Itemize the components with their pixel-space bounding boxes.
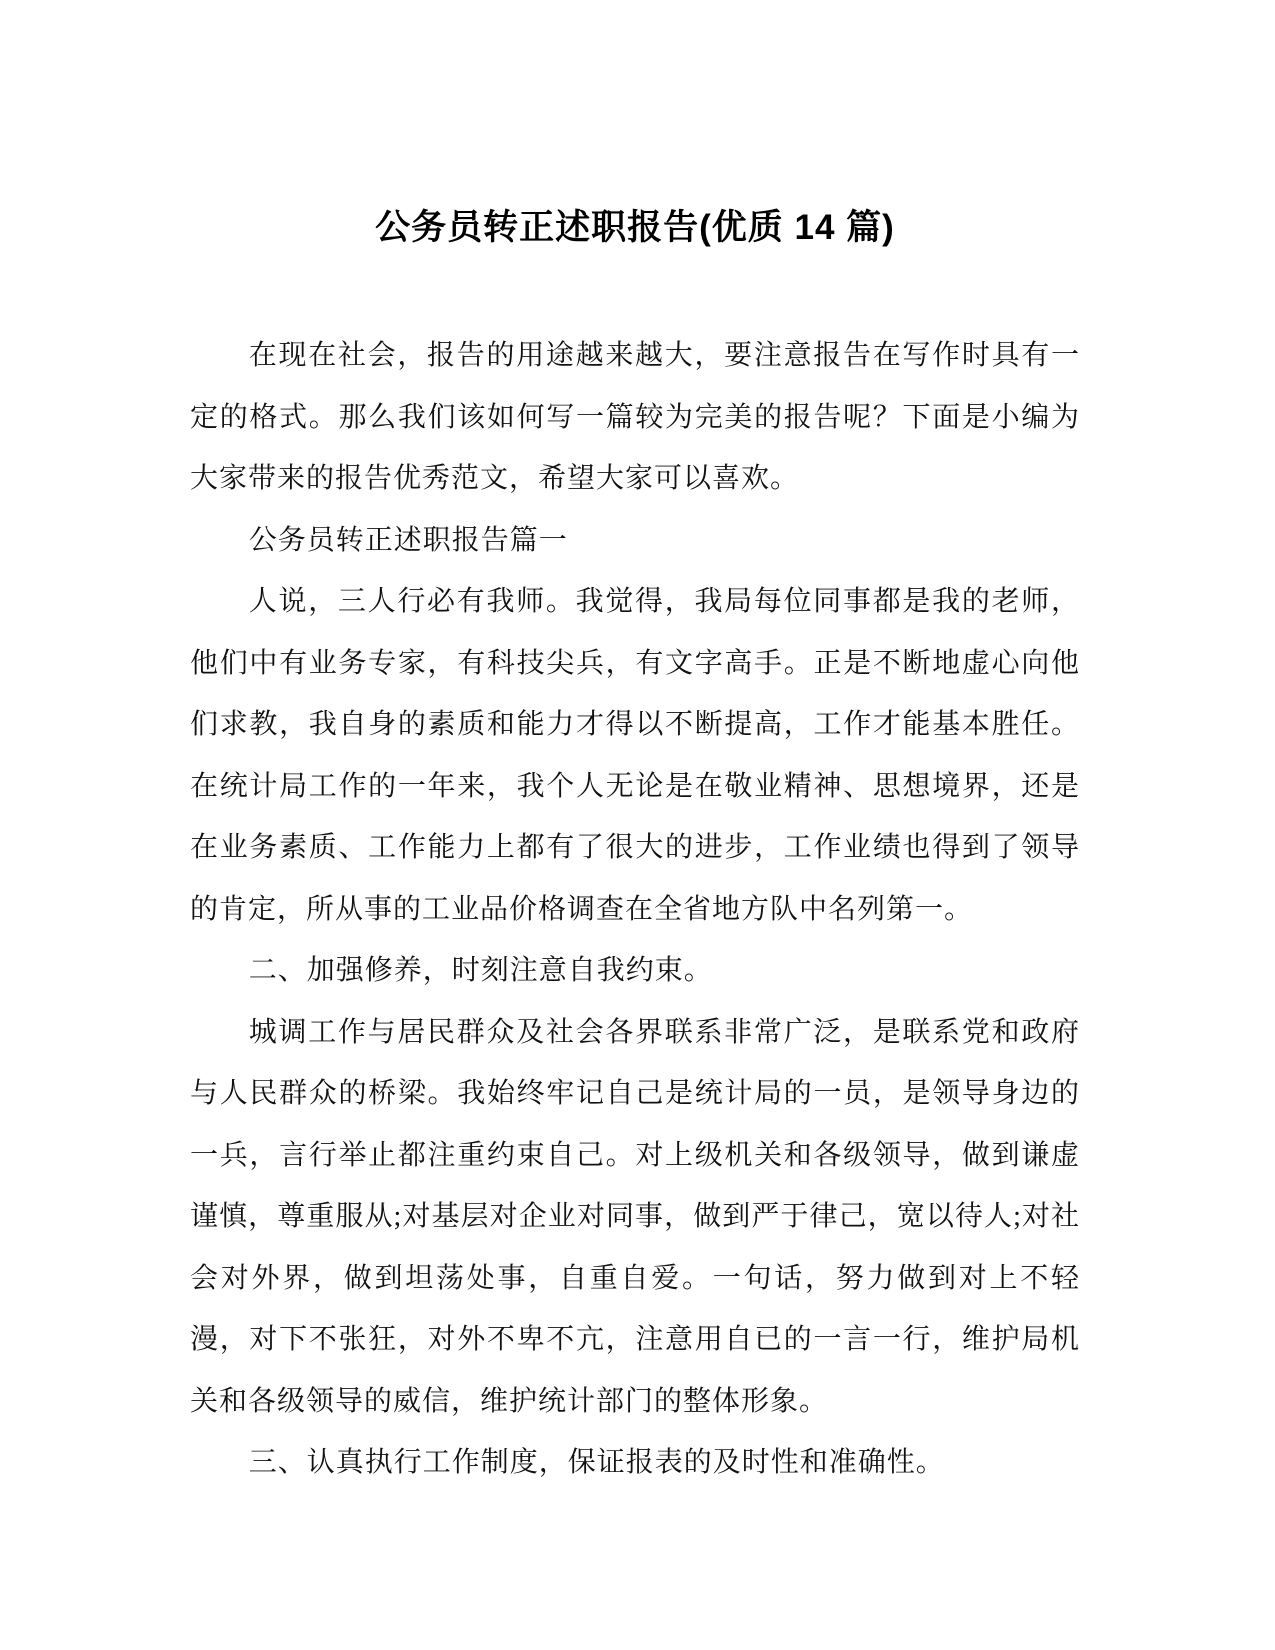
document-body xyxy=(190,325,1080,1494)
paragraph-section-heading-3: 三、认真执行工作制度，保证报表的及时性和准确性。 xyxy=(248,1447,945,1478)
paragraph-body-1: 人说，三人行必有我师。我觉得，我局每位同事都是我的老师，他们中有业务专家，有科技尖兵，有文字高手。正是不断地虚心向他们求教，我自身的素质和能力才得以不断提高，工作才能基本胜任。在统计局工作的一年来，我个人无论是在敬业精神、思想境界，还是在业务素质、工作能力上都有了很大的进步，工作业绩也得到了领导的肯定，所从事的工业品价格调查在全省地方队中名列第一。 xyxy=(190,586,1080,925)
paragraph-body-2: 城调工作与居民群众及社会各界联系非常广泛，是联系党和政府与人民群众的桥梁。我始终牢记自己是统计局的一员，是领导身边的一兵，言行举止都注重约束自己。对上级机关和各级领导，做到谦虚谨慎，尊重服从;对基层对企业对同事，做到严于律己，宽以待人;对社会对外界，做到坦荡处事，自重自爱。一句话，努力做到对上不轻漫，对下不张狂，对外不卑不亢，注意用自已的一言一行，维护局机关和各级领导的威信，维护统计部门的整体形象。 xyxy=(190,1016,1080,1417)
document-title: 公务员转正述职报告(优质 14 篇) xyxy=(375,208,895,247)
paragraph-section-heading-2: 二、加强修养，时刻注意自我约束。 xyxy=(248,955,713,986)
paragraph-intro: 在现在社会，报告的用途越来越大，要注意报告在写作时具有一定的格式。那么我们该如何写一篇较为完美的报告呢？下面是小编为大家带来的报告优秀范文，希望大家可以喜欢。 xyxy=(190,340,1080,494)
paragraph-section-heading-1: 公务员转正述职报告篇一 xyxy=(248,524,568,556)
